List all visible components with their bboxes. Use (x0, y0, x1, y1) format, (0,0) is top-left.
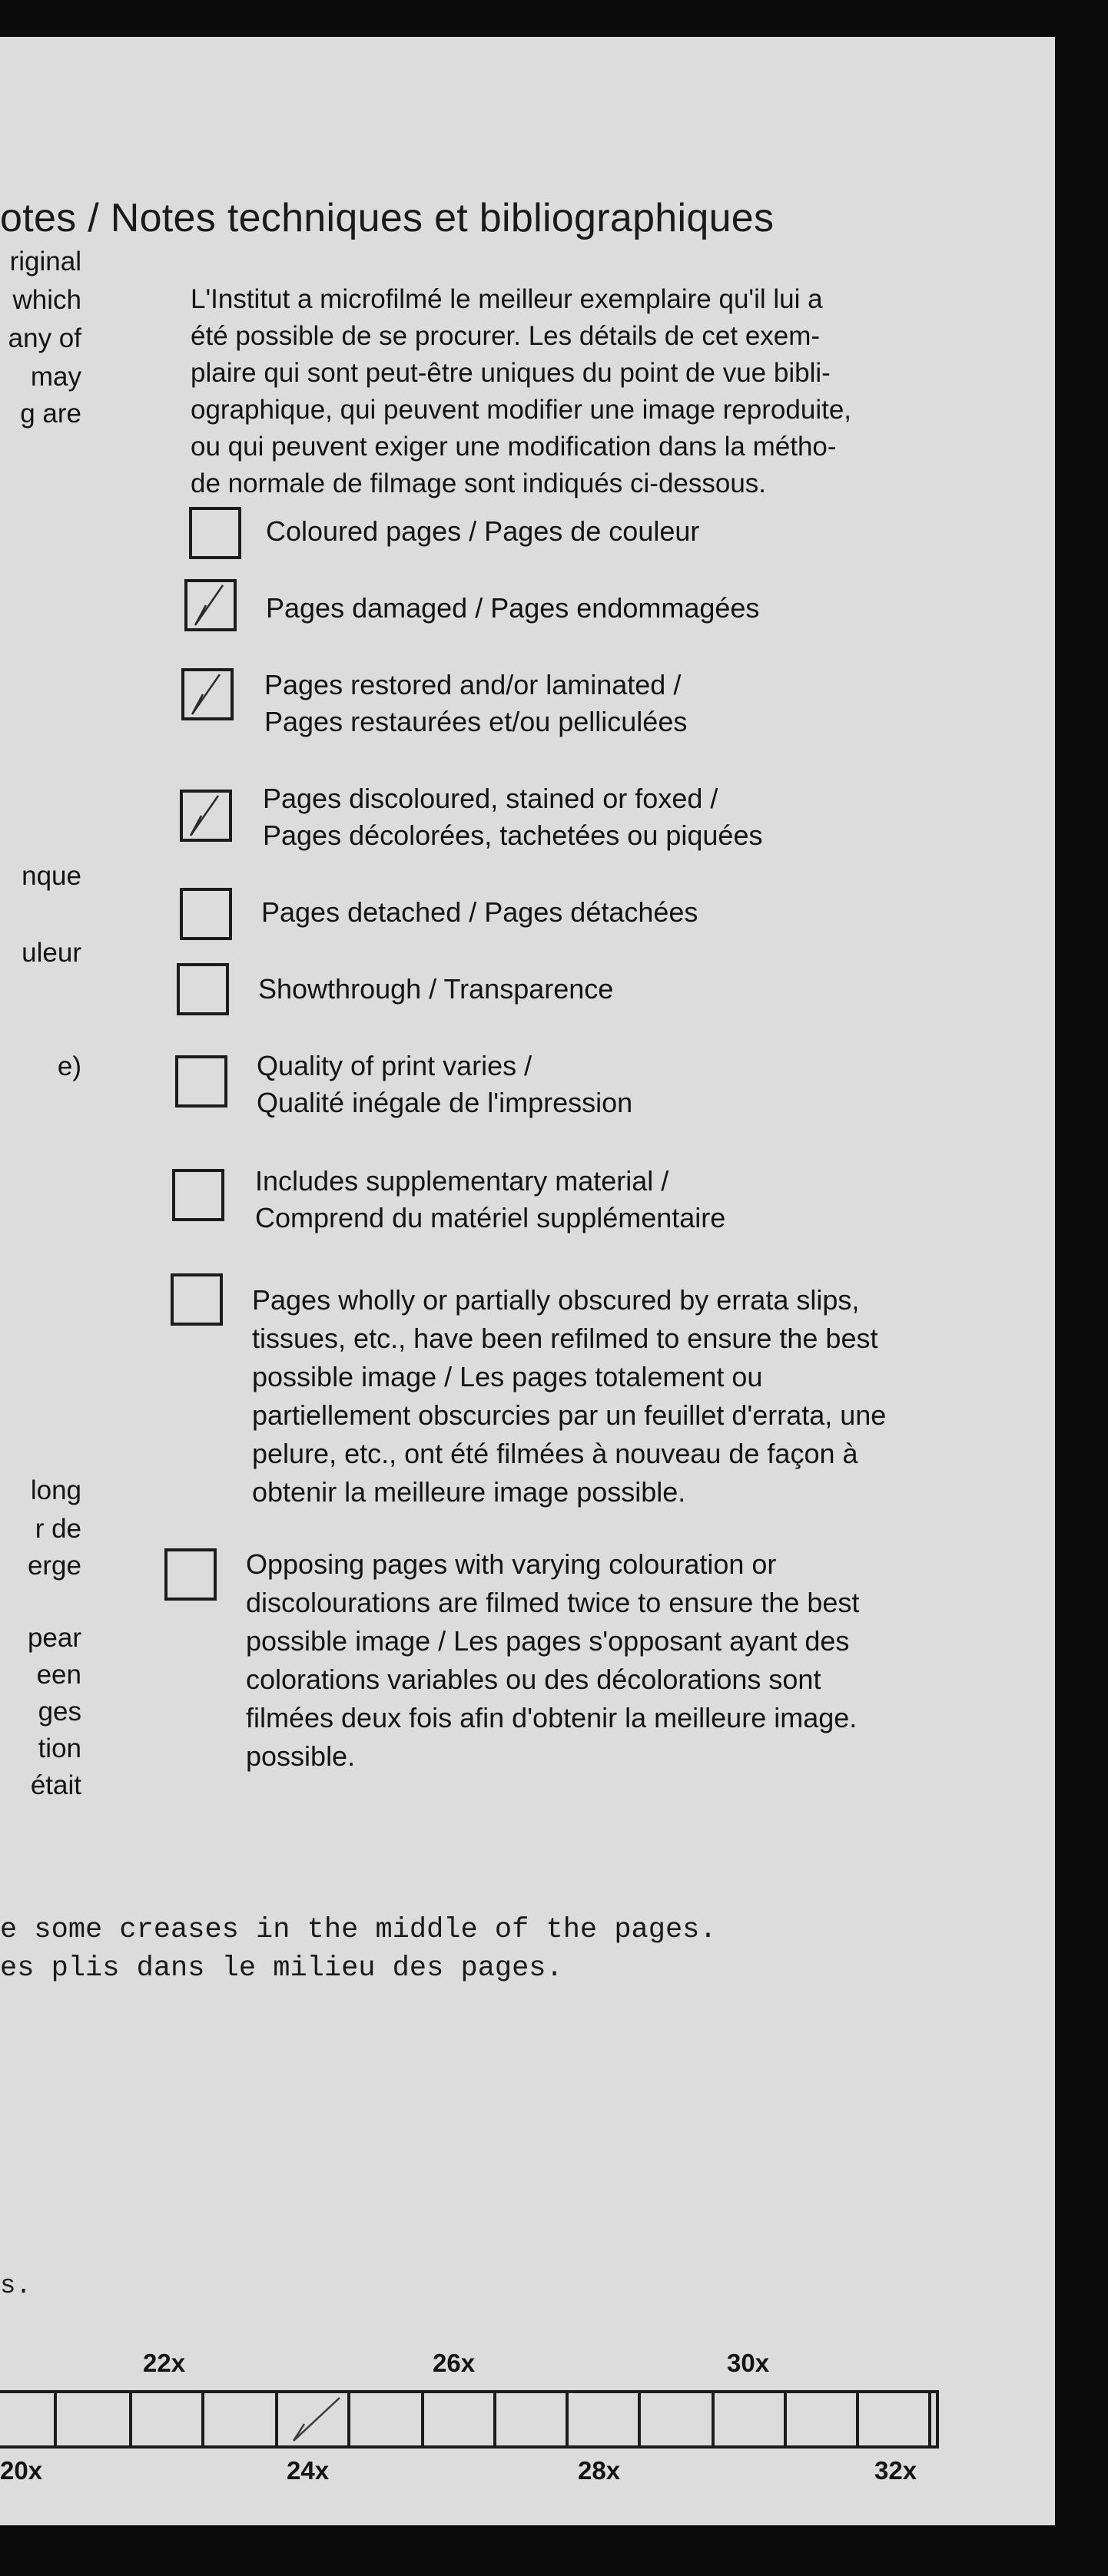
checklist-item-line: filmées deux fois afin d'obtenir la meilleure image. (246, 1702, 858, 1733)
intro-line: ographique, qui peuvent modifier une image reproduite, (191, 395, 852, 425)
checklist-item-line: Showthrough / Transparence (258, 973, 614, 1005)
checklist-item-line: Opposing pages with varying colouration or (246, 1548, 777, 1580)
left-fragment-line: long (30, 1475, 81, 1505)
scale-cell (206, 2393, 278, 2445)
intro-line: ou qui peuvent exiger une modification dans la métho- (191, 432, 837, 462)
checklist-item-line: tissues, etc., have been refilmed to ensure the best (252, 1323, 878, 1354)
checklist-item-line: Pages discoloured, stained or foxed / (263, 783, 718, 814)
checklist-item-line: pelure, etc., ont été filmées à nouveau de façon à (252, 1438, 858, 1469)
left-fragment-line: which (12, 285, 81, 315)
checklist-item-label (246, 1545, 859, 1776)
checklist-item-line: Pages décolorées, tachetées ou piquées (263, 819, 763, 851)
scale-cell (0, 2393, 57, 2445)
checklist-item-line: Pages wholly or partially obscured by errata slips, (252, 1284, 860, 1316)
checklist-item-label (258, 971, 613, 1008)
scale-label-24x: 24x (287, 2456, 330, 2485)
checkbox-checked[interactable] (180, 790, 232, 842)
comment-line-fr: es plis dans le milieu des pages. (0, 1952, 563, 1985)
checklist-item-line: discolourations are filmed twice to ensure the best (246, 1587, 860, 1618)
left-fragment-line: e) (57, 1051, 81, 1081)
checklist-item-line: Pages damaged / Pages endommagées (266, 592, 760, 624)
intro-line: L'Institut a microfilmé le meilleur exemplaire qu'il lui a (191, 284, 823, 314)
intro-line: de normale de filmage sont indiqués ci-dessous. (191, 469, 767, 498)
checklist-item-line: Pages restored and/or laminated / (264, 669, 682, 700)
left-fragment-line: était (30, 1770, 81, 1800)
page-heading: otes / Notes techniques et bibliographiques (0, 196, 775, 240)
checklist-item-line: Includes supplementary material / (255, 1165, 669, 1197)
scale-cell (642, 2393, 715, 2445)
left-fragment-line: g are (20, 399, 81, 429)
checklist-item-label (255, 1163, 725, 1237)
checkbox[interactable] (189, 507, 241, 559)
scale-label-32x: 32x (874, 2456, 917, 2485)
scale-cell (715, 2393, 787, 2445)
left-fragment-line: may (30, 362, 81, 392)
footnote-fragment: s. (0, 2272, 32, 2301)
scale-cell (132, 2393, 204, 2445)
document-sheet (0, 37, 1055, 2525)
checklist-item-line: possible. (246, 1740, 356, 1772)
checklist-item-line: possible image / Les pages s'opposant ayant des (246, 1625, 850, 1657)
checklist-item-line: Coloured pages / Pages de couleur (266, 515, 700, 547)
scale-cell-checked (278, 2393, 350, 2445)
scale-label-20x: 20x (0, 2456, 43, 2485)
checkbox-checked[interactable] (184, 579, 237, 631)
scale-label-22x: 22x (143, 2349, 186, 2377)
scale-cell (569, 2393, 641, 2445)
checklist-item-line: partiellement obscurcies par un feuillet d'errata, une (252, 1399, 887, 1431)
checkbox[interactable] (177, 963, 229, 1015)
checkbox-checked[interactable] (181, 668, 234, 720)
scale-cell (787, 2393, 859, 2445)
check-mark-icon (187, 582, 234, 628)
scale-label-28x: 28x (578, 2456, 621, 2485)
checklist-item-label (264, 667, 687, 740)
checklist-item-line: Qualité inégale de l'impression (257, 1087, 633, 1118)
reduction-ratio-scale (0, 2390, 939, 2449)
checklist-item-line: Comprend du matériel supplémentaire (255, 1202, 726, 1233)
checkbox[interactable] (164, 1548, 217, 1601)
checklist-item-line: Pages detached / Pages détachées (261, 896, 698, 928)
scale-cell (859, 2393, 931, 2445)
scale-label-26x: 26x (433, 2349, 476, 2377)
check-mark-icon (183, 793, 229, 839)
left-fragment-line: any of (8, 323, 81, 353)
checkbox[interactable] (172, 1169, 224, 1221)
left-fragment-line: tion (38, 1733, 81, 1763)
scale-cell (424, 2393, 496, 2445)
checklist-item-line: obtenir la meilleure image possible. (252, 1476, 686, 1508)
left-fragment-line: een (36, 1660, 81, 1690)
left-fragment-line: erge (27, 1551, 81, 1581)
checkbox[interactable] (175, 1055, 227, 1108)
checklist-item-line: possible image / Les pages totalement ou (252, 1361, 763, 1392)
scale-label-30x: 30x (727, 2349, 770, 2377)
checklist-item-label (257, 1048, 632, 1121)
comment-line-en: e some creases in the middle of the pages. (0, 1914, 717, 1946)
checklist-item-label (266, 590, 759, 627)
checklist-item-line: colorations variables ou des décolorations sont (246, 1664, 821, 1695)
checklist-item-label (252, 1281, 886, 1511)
scale-cell (496, 2393, 569, 2445)
checklist-item-label (266, 513, 699, 550)
left-fragment-line: uleur (22, 938, 81, 968)
scale-cell (352, 2393, 424, 2445)
scale-cell (60, 2393, 132, 2445)
left-fragment-line: pear (27, 1623, 81, 1653)
left-fragment-line: r de (35, 1514, 81, 1544)
left-fragment-line: nque (22, 861, 81, 891)
checkbox[interactable] (180, 888, 232, 940)
intro-line: plaire qui sont peut-être uniques du point de vue bibli- (191, 358, 831, 388)
intro-line: été possible de se procurer. Les détails de cet exem- (191, 321, 821, 351)
checklist-item-label (263, 780, 762, 854)
checklist-item-line: Quality of print varies / (257, 1050, 532, 1081)
checklist-item-label (261, 894, 698, 931)
left-fragment-line: riginal (9, 247, 81, 276)
intro-paragraph (191, 281, 990, 502)
left-fragment-line: ges (38, 1697, 81, 1727)
check-mark-icon (184, 671, 231, 717)
checkbox[interactable] (171, 1273, 223, 1326)
check-mark-icon (278, 2393, 347, 2445)
checklist-item-line: Pages restaurées et/ou pelliculées (264, 706, 688, 737)
